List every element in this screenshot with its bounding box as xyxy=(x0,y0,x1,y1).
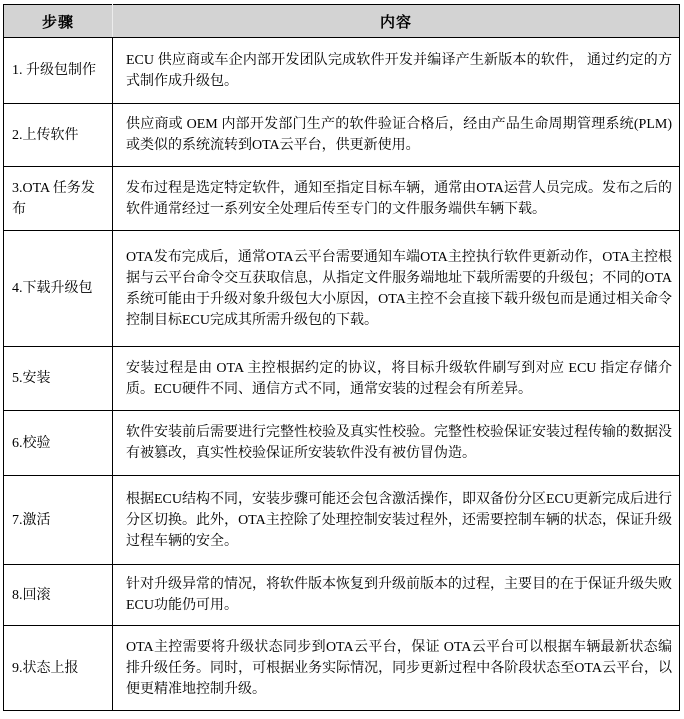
table-row xyxy=(4,411,680,476)
table-row xyxy=(4,167,680,231)
table-body xyxy=(4,38,680,711)
step-cell: 1. 升级包制作 xyxy=(4,38,113,104)
step-cell: 9.状态上报 xyxy=(4,626,113,711)
table-header xyxy=(4,5,680,38)
table-row xyxy=(4,104,680,167)
step-cell: 2.上传软件 xyxy=(4,104,113,167)
content-cell: 安装过程是由 OTA 主控根据约定的协议，将目标升级软件刷写到对应 ECU 指定存储介质。ECU硬件不同、通信方式不同，通常安装的过程会有所差异。 xyxy=(113,347,680,411)
table-row xyxy=(4,38,680,104)
step-cell: 6.校验 xyxy=(4,411,113,476)
content-cell: 针对升级异常的情况，将软件版本恢复到升级前版本的过程，主要目的在于保证升级失败ECU功能仍可用。 xyxy=(113,565,680,626)
content-cell: 发布过程是选定特定软件，通知至指定目标车辆，通常由OTA运营人员完成。发布之后的软件通常经过一系列安全处理后传至专门的文件服务端供车辆下载。 xyxy=(113,167,680,231)
step-cell: 5.安装 xyxy=(4,347,113,411)
table-row xyxy=(4,231,680,347)
ota-steps-table xyxy=(3,4,680,711)
step-cell: 3.OTA 任务发 布 xyxy=(4,167,113,231)
table-row xyxy=(4,565,680,626)
step-cell: 7.激活 xyxy=(4,476,113,565)
content-cell: OTA主控需要将升级状态同步到OTA云平台，保证 OTA云平台可以根据车辆最新状态编排升级任务。同时，可根据业务实际情况，同步更新过程中各阶段状态至OTA云平台，以便更精准地控制升级。 xyxy=(113,626,680,711)
header-content: 内容 xyxy=(113,5,680,38)
content-cell: 软件安装前后需要进行完整性校验及真实性校验。完整性校验保证安装过程传输的数据没有被篡改，真实性校验保证所安装软件没有被仿冒伪造。 xyxy=(113,411,680,476)
content-cell: ECU 供应商或车企内部开发团队完成软件开发并编译产生新版本的软件， 通过约定的方式制作成升级包。 xyxy=(113,38,680,104)
step-cell: 4.下载升级包 xyxy=(4,231,113,347)
content-cell: 供应商或 OEM 内部开发部门生产的软件验证合格后，经由产品生命周期管理系统(PLM)或类似的系统流转到OTA云平台，供更新使用。 xyxy=(113,104,680,167)
content-cell: OTA发布完成后，通常OTA云平台需要通知车端OTA主控执行软件更新动作，OTA主控根据与云平台命令交互获取信息，从指定文件服务端地址下载所需要的升级包；不同的OTA系统可能由于升级对象升级包大小原因，OTA主控不会直接下载升级包而是通过相关命令控制目标ECU完成其所需升级包的下载。 xyxy=(113,231,680,347)
header-step: 步骤 xyxy=(4,5,113,38)
table-row xyxy=(4,347,680,411)
header-row xyxy=(4,5,680,38)
content-cell: 根据ECU结构不同，安装步骤可能还会包含激活操作，即双备份分区ECU更新完成后进行分区切换。此外，OTA主控除了处理控制安装过程外，还需要控制车辆的状态，保证升级过程车辆的安全。 xyxy=(113,476,680,565)
table-row xyxy=(4,476,680,565)
table-row xyxy=(4,626,680,711)
step-cell: 8.回滚 xyxy=(4,565,113,626)
